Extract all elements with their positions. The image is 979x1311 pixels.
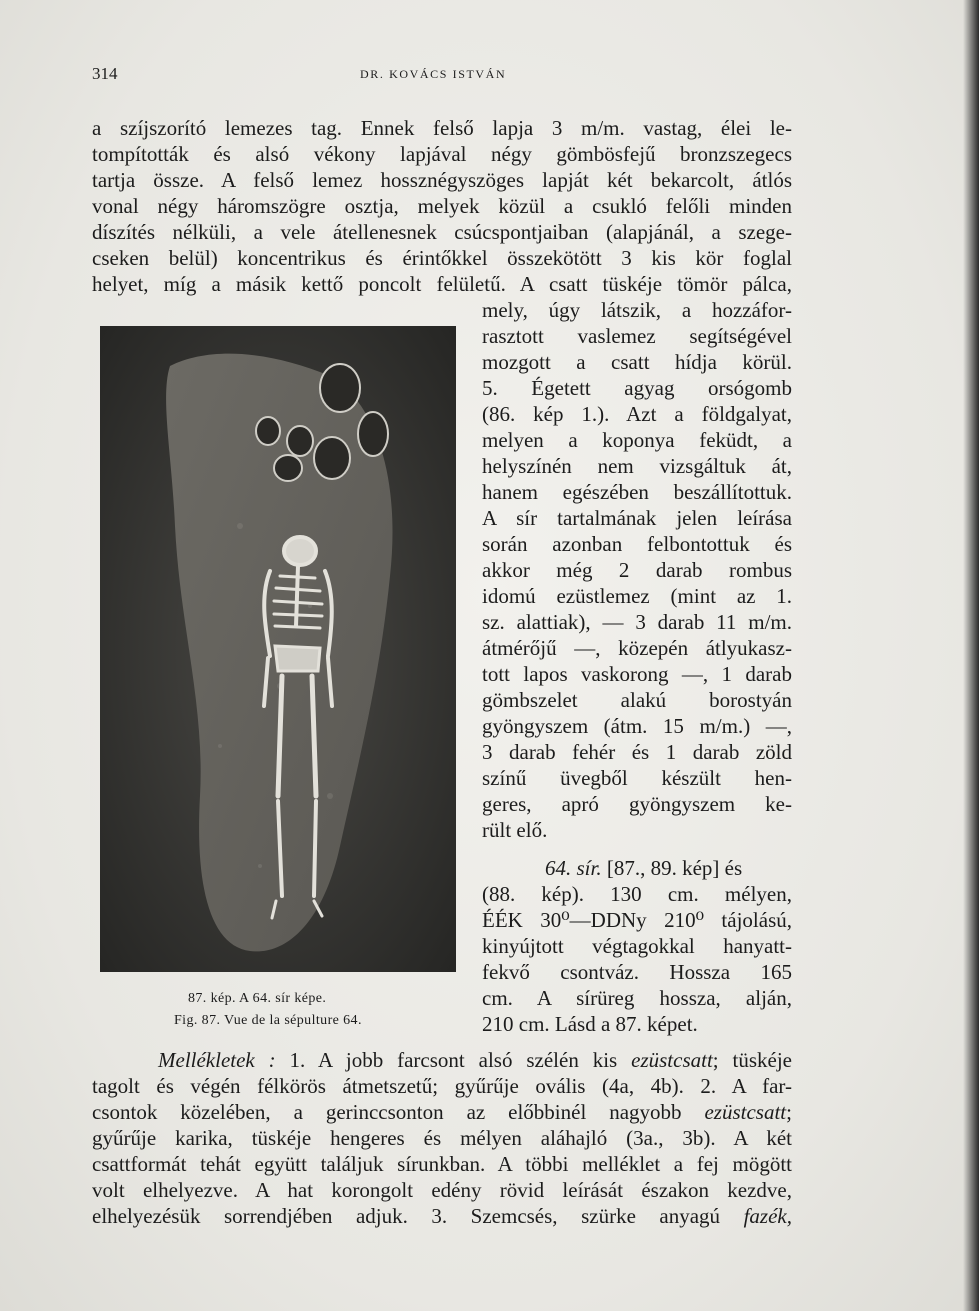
text-line: csattformát tehát együtt találjuk sírunkban. A többi melléklet a fej mögött [92,1152,792,1176]
text-line: A sír tartalmának jelen leírása [482,506,792,530]
text-line: rült elő. [482,818,548,842]
text-line [92,1099,792,1125]
text-line: cseken belül) koncentrikus és érintőkkel összekötött 3 kis kör foglal [92,246,792,270]
running-head-author: DR. KOVÁCS ISTVÁN [360,67,507,81]
grave-entry-first-line [545,855,792,881]
text-line: díszítés nélküli, a vele átellenesnek csúcspontjaiban (alapjánál, a szege- [92,220,792,244]
text-line: (86. kép 1.). Azt a földgalyat, [482,402,792,426]
text-line: gyűrűje karika, tüskéje hengeres és mélyen aláhajló (3a., 3b). A két [92,1126,792,1150]
emphasis-fazek: fazék, [743,1204,792,1228]
running-header [92,62,792,86]
text-line: volt elhelyezve. A hat korongolt edény rövid leírását északon kezdve, [92,1178,792,1202]
text-line: 210 cm. Lásd a 87. képet. [482,1012,698,1036]
grave-photograph [100,326,456,972]
text-line: során azonban felbontottuk és [482,532,792,556]
text-line: színű üvegből készült hen- [482,766,792,790]
text-line: 3 darab fehér és 1 darab zöld [482,740,792,764]
text-line: a szíjszorító lemezes tag. Ennek felső lapja 3 m/m. vastag, élei le- [92,116,792,140]
text-line: gyöngyszem (átm. 15 m/m.) —, [482,714,792,738]
text-line [92,1203,792,1229]
text-span: elhelyezésük sorrendjében adjuk. 3. Szemcsés, szürke anyagú [92,1204,744,1228]
text-line: 5. Égetett agyag orsógomb [482,376,792,400]
grave-entry-first-text: [87., 89. kép] és [601,856,743,880]
grave-entry-title: 64. sír. [545,856,602,880]
text-span: 1. A jobb farcsont alsó szélén kis [275,1048,632,1072]
text-line: tott lapos vaskorong —, 1 darab [482,662,792,686]
text-span: ; [786,1100,792,1124]
text-line: kinyújtott végtagokkal hanyatt- [482,934,792,958]
text-line: helyszínén nem vizsgáltuk át, [482,454,792,478]
text-line: rasztott vaslemez segítségével [482,324,792,348]
mellekletek-line [158,1047,792,1073]
text-line: (88. kép). 130 cm. mélyen, [482,882,792,906]
figure-caption-french: Fig. 87. Vue de la sépulture 64. [174,1013,362,1028]
grave-photo-illustration [100,326,456,972]
text-line: átmérőjű —, közepén átlyukasz- [482,636,792,660]
text-line: ÉÉK 30⁰—DDNy 210⁰ tájolású, [482,908,792,932]
text-span: ; tüskéje [712,1048,793,1072]
text-line: tagolt és végén félkörös átmetszetű; gyűrűje ovális (4a, 4b). 2. A far- [92,1074,792,1098]
text-line: helyet, míg a másik kettő poncolt felületű. A csatt tüskéje tömör pálca, [92,272,792,296]
emphasis-ezustcsatt: ezüstcsatt [704,1100,787,1124]
emphasis-ezustcsatt: ezüstcsatt [631,1048,713,1072]
mellekletek-label: Mellékletek : [158,1048,276,1072]
text-line: mely, úgy látszik, a hozzáfor- [482,298,792,322]
text-line: vonal négy háromszögre osztja, melyek közül a csukló felőli minden [92,194,792,218]
text-line: tompították és alsó vékony lapjával négy gömbösfejű bronzszegecs [92,142,792,166]
text-line: idomú ezüstlemez (mint az 1. [482,584,792,608]
page-edge-shadow [963,0,979,1311]
text-span: csontok közelében, a gerinccsonton az előbbinél nagyobb [92,1100,705,1124]
text-line: mozgott a csatt hídja körül. [482,350,792,374]
text-line: geres, apró gyöngyszem ke- [482,792,792,816]
page-number: 314 [92,64,118,83]
text-line: akkor még 2 darab rombus [482,558,792,582]
figure-caption-hungarian: 87. kép. A 64. sír képe. [188,991,327,1006]
text-line: cm. A sírüreg hossza, alján, [482,986,792,1010]
text-line: melyen a koponya feküdt, a [482,428,792,452]
text-line: sz. alattiak), — 3 darab 11 m/m. [482,610,792,634]
text-line: gömbszelet alakú borostyán [482,688,792,712]
text-line: fekvő csontváz. Hossza 165 [482,960,792,984]
text-line: tartja össze. A felső lemez hossznégyszöges lapját két bekarcolt, átlós [92,168,792,192]
text-line: hanem egészében beszállítottuk. [482,480,792,504]
